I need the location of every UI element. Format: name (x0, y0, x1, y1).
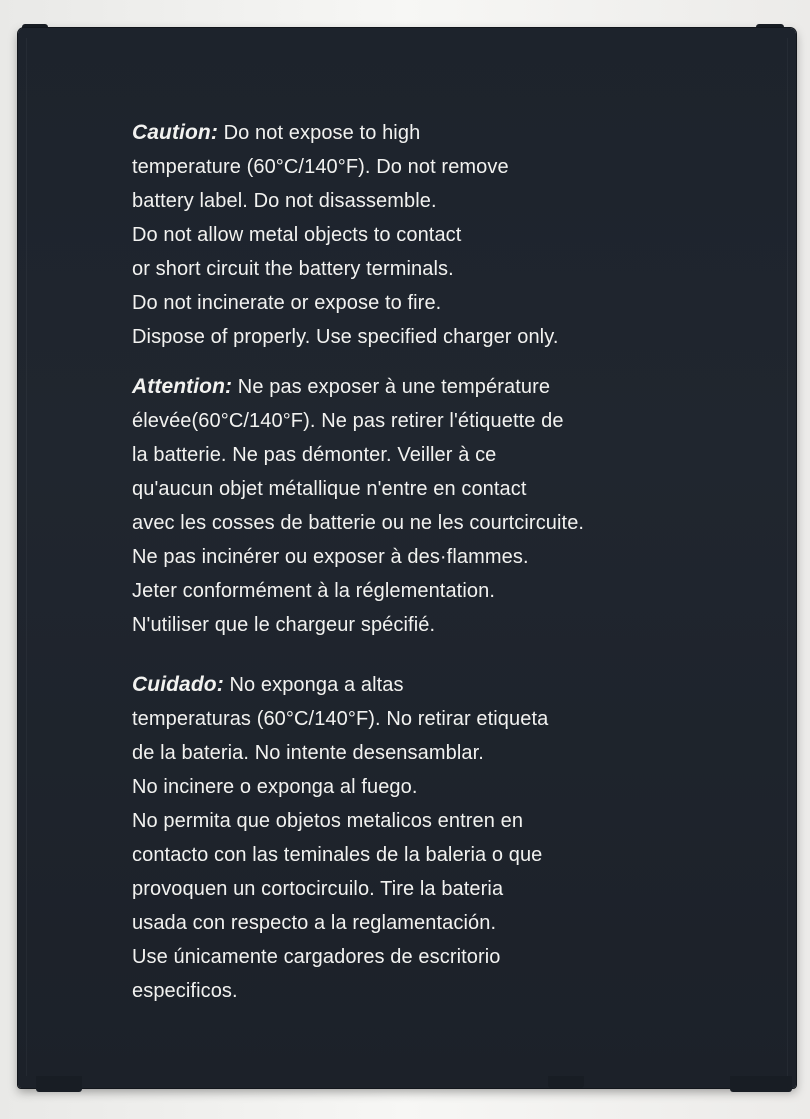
battery-bottom-left-tab (36, 1076, 82, 1092)
spanish-warning-block (132, 668, 692, 1008)
french-first-line (132, 370, 692, 404)
spanish-first-line (132, 668, 692, 702)
spanish-line: No permita que objetos metalicos entren en (132, 810, 524, 832)
english-line: Do not incinerate or expose to fire. (132, 292, 442, 314)
english-line: Do not allow metal objects to contact (132, 224, 462, 246)
spanish-first-line-text: No exponga a altas (223, 674, 404, 696)
english-heading: Caution: (132, 121, 218, 144)
spanish-line: de la bateria. No intente desensamblar. (132, 742, 484, 764)
french-line: qu'aucun objet métallique n'entre en contact (132, 478, 527, 500)
spanish-line: temperaturas (60°C/140°F). No retirar etiqueta (132, 708, 549, 730)
english-line: battery label. Do not disassemble. (132, 190, 437, 212)
spanish-line: especificos. (132, 980, 238, 1002)
battery-bottom-middle-tab (548, 1076, 584, 1088)
english-line: temperature (60°C/140°F). Do not remove (132, 156, 509, 178)
spanish-line: No incinere o exponga al fuego. (132, 776, 418, 798)
english-first-line-text: Do not expose to high (217, 122, 421, 144)
french-line: Jeter conformément à la réglementation. (132, 580, 495, 602)
english-first-line (132, 116, 692, 150)
battery-bottom-right-tab (730, 1076, 792, 1092)
french-heading: Attention: (132, 375, 233, 398)
french-line: élevée(60°C/140°F). Ne pas retirer l'étiquette de (132, 410, 564, 432)
spanish-line: provoquen un cortocircuilo. Tire la bateria (132, 878, 504, 900)
french-line: Ne pas incinérer ou exposer à des·flammes. (132, 546, 529, 568)
spanish-line: contacto con las teminales de la baleria o que (132, 844, 543, 866)
english-line: Dispose of properly. Use specified charger only. (132, 326, 559, 348)
french-line: la batterie. Ne pas démonter. Veiller à ce (132, 444, 497, 466)
spanish-line: Use únicamente cargadores de escritorio (132, 946, 501, 968)
french-warning-block (132, 370, 692, 642)
warning-label (132, 116, 692, 1008)
english-line: or short circuit the battery terminals. (132, 258, 454, 280)
french-line: avec les cosses de batterie ou ne les courtcircuite. (132, 512, 585, 534)
french-line: N'utiliser que le chargeur spécifié. (132, 614, 436, 636)
spanish-heading: Cuidado: (132, 673, 224, 696)
spanish-line: usada con respecto a la reglamentación. (132, 912, 497, 934)
french-first-line-text: Ne pas exposer à une température (232, 376, 551, 398)
english-warning-block (132, 116, 692, 354)
